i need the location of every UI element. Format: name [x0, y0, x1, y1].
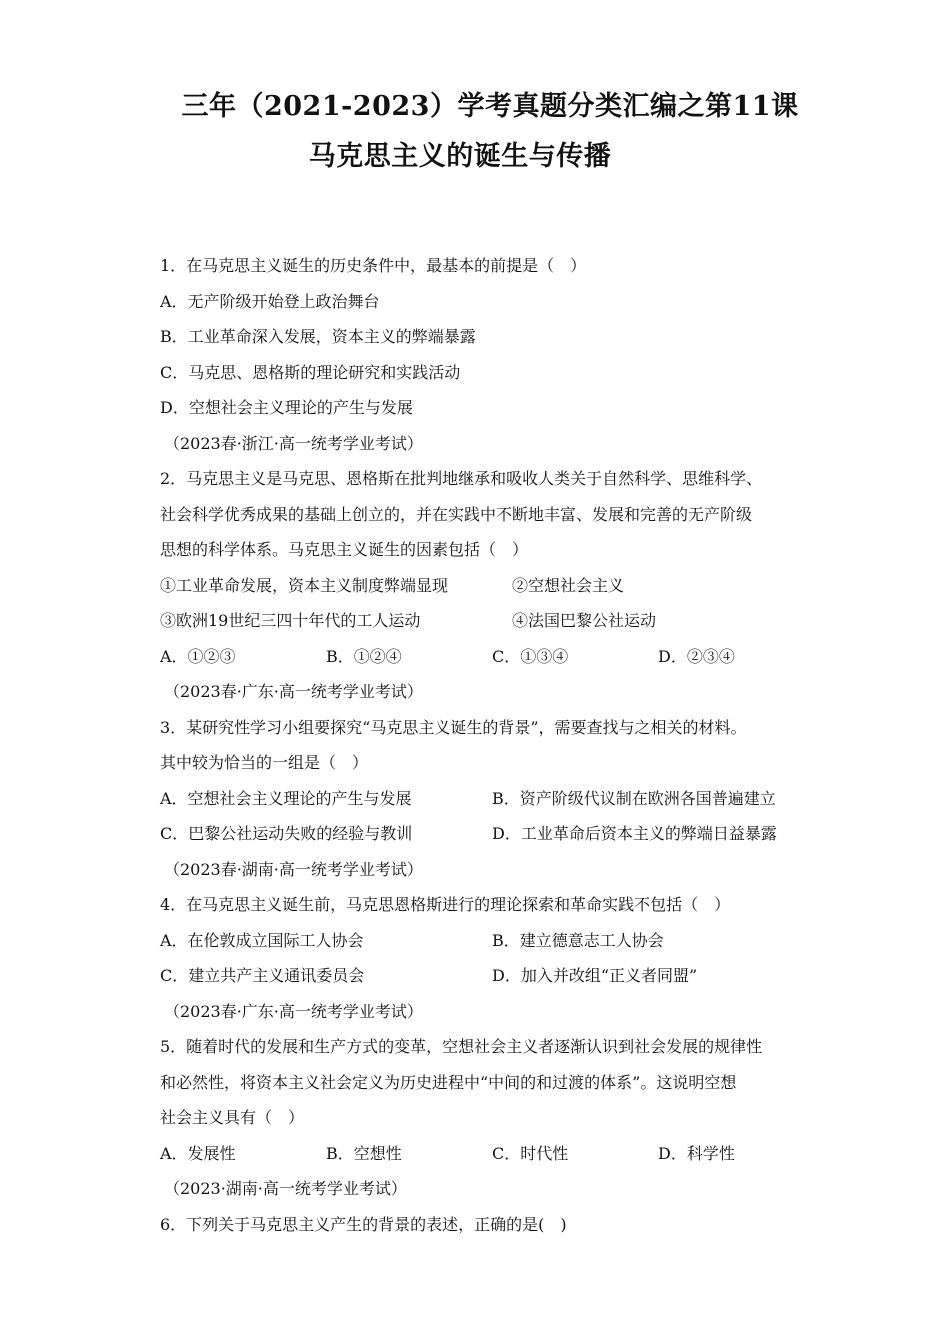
- q2-stem-line3: 思想的科学体系。马克思主义诞生的因素包括（ ）: [160, 540, 529, 559]
- q5-stem-line2: 和必然性，将资本主义社会定义为历史进程中“中间的和过渡的体系”。这说明空想: [160, 1072, 737, 1092]
- q2-item4: ④法国巴黎公社运动: [512, 611, 657, 630]
- q6-stem: 6．下列关于马克思主义产生的背景的表述，正确的是( ): [160, 1214, 567, 1234]
- q1-option-d: D．空想社会主义理论的产生与发展: [160, 398, 413, 417]
- q5-option-a: A．发展性: [160, 1143, 236, 1163]
- q5-option-b: B．空想性: [326, 1143, 402, 1163]
- q2-options: [160, 639, 800, 675]
- q5-stem-line3: 社会主义具有（ ）: [160, 1108, 305, 1127]
- q4-option-c: C．建立共产主义通讯委员会: [160, 966, 365, 985]
- q2-stem-line2: 社会科学优秀成果的基础上创立的，并在实践中不断地丰富、发展和完善的无产阶级: [160, 504, 753, 524]
- q5-stem-line1: 5．随着时代的发展和生产方式的变革，空想社会主义者逐渐认识到社会发展的规律性: [160, 1037, 763, 1056]
- q3-options-row1: [160, 781, 800, 817]
- q4-options-row2: [160, 958, 800, 994]
- q2-option-c: C．①③④: [492, 646, 569, 666]
- question-list: [160, 248, 800, 1242]
- document-title-line1: 三年（2021-2023）学考真题分类汇编之第11课: [181, 91, 799, 122]
- q2-item1: ①工业革命发展，资本主义制度弊端显现: [160, 575, 449, 595]
- q2-item2: ②空想社会主义: [512, 575, 625, 595]
- q2-source: （2023春·广东·高一统考学业考试）: [164, 682, 423, 701]
- q4-options-row1: [160, 923, 800, 959]
- q1-option-b: B．工业革命深入发展，资本主义的弊端暴露: [160, 327, 476, 346]
- q5-option-d: D．科学性: [658, 1143, 735, 1163]
- q1-source: （2023春·浙江·高一统考学业考试）: [164, 433, 423, 453]
- q1-option-c: C．马克思、恩格斯的理论研究和实践活动: [160, 362, 461, 382]
- q3-options-row2: [160, 816, 800, 852]
- q2-stem-line1: 2．马克思主义是马克思、恩格斯在批判地继承和吸收人类关于自然科学、思维科学、: [160, 469, 763, 488]
- q3-option-c: C．巴黎公社运动失败的经验与教训: [160, 824, 413, 843]
- q3-stem-line1: 3．某研究性学习小组要探究“马克思主义诞生的背景”，需要查找与之相关的材料。: [160, 717, 747, 737]
- q2-items-row2: [160, 603, 800, 639]
- q4-source: （2023春·广东·高一统考学业考试）: [164, 1001, 423, 1021]
- q3-option-b: B．资产阶级代议制在欧洲各国普遍建立: [492, 788, 776, 808]
- q1-option-a: A．无产阶级开始登上政治舞台: [160, 291, 380, 311]
- q4-option-b: B．建立德意志工人协会: [492, 930, 664, 950]
- q2-items-row1: [160, 568, 800, 604]
- q3-option-a: A．空想社会主义理论的产生与发展: [160, 788, 412, 808]
- q1-stem: 1．在马克思主义诞生的历史条件中，最基本的前提是（ ）: [160, 256, 587, 275]
- q2-option-b: B．①②④: [326, 646, 402, 666]
- q2-item3: ③欧洲19世纪三四十年代的工人运动: [160, 611, 421, 630]
- q5-source: （2023·湖南·高一统考学业考试）: [164, 1179, 407, 1198]
- q2-option-d: D．②③④: [658, 646, 735, 666]
- document-title-line2: 马克思主义的诞生与传播: [308, 141, 612, 172]
- q4-option-a: A．在伦敦成立国际工人协会: [160, 930, 364, 950]
- q3-stem-line2: 其中较为恰当的一组是（ ）: [160, 753, 369, 772]
- q5-options: [160, 1136, 800, 1172]
- q4-option-d: D．加入并改组“正义者同盟”: [492, 966, 698, 985]
- q4-stem: 4．在马克思主义诞生前，马克思恩格斯进行的理论探索和革命实践不包括（ ）: [160, 895, 731, 914]
- q2-option-a: A．①②③: [160, 646, 236, 666]
- q5-option-c: C．时代性: [492, 1143, 569, 1163]
- q3-option-d: D．工业革命后资本主义的弊端日益暴露: [492, 824, 777, 843]
- q3-source: （2023春·湖南·高一统考学业考试）: [164, 859, 423, 879]
